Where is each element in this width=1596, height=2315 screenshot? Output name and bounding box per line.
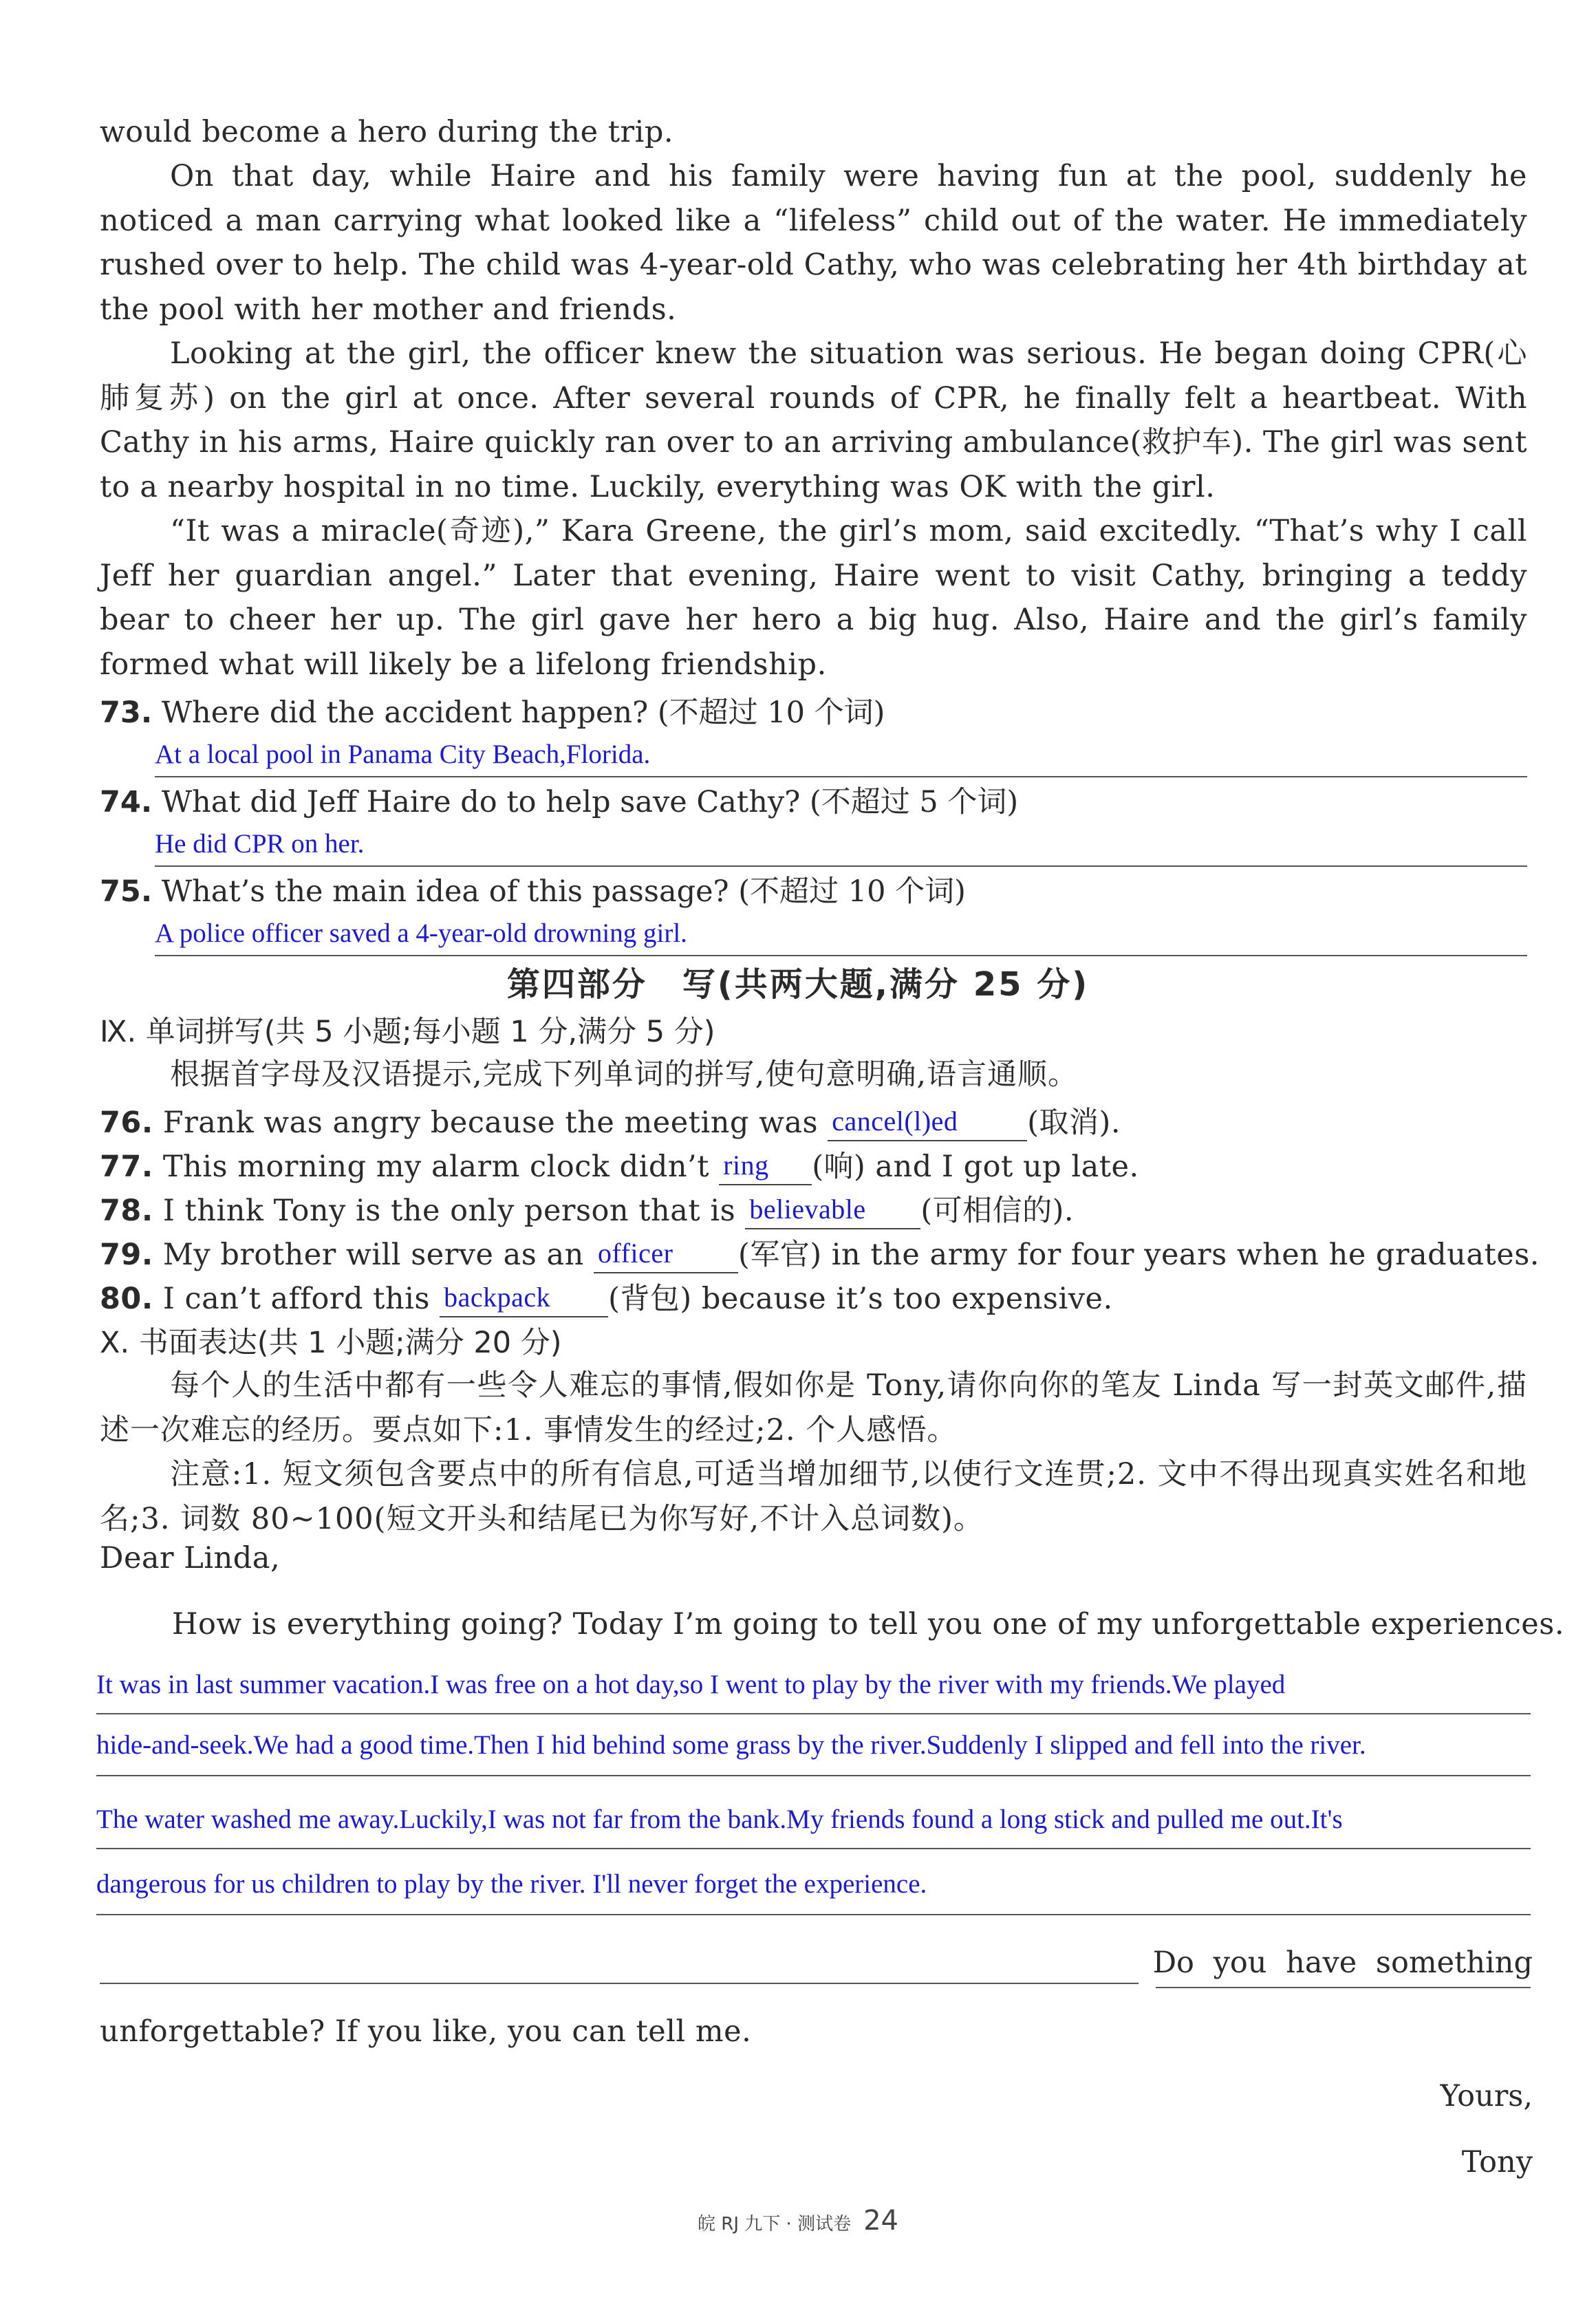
spelling-item-77 [100,1143,1139,1185]
blank-answer: believable [749,1194,866,1225]
letter-closing-b: unforgettable? If you like, you can tell me. [100,2014,752,2049]
question-75 [100,872,966,911]
writing-line [1156,1987,1531,1988]
item-hint: (背包) because it’s too expensive. [608,1282,1113,1316]
passage-paragraph-2: Looking at the girl, the officer knew the situation was serious. He began doing CPR(心肺复苏) on the girl at once. After several rounds of CPR, he finally felt a heartbeat. With Cathy in his arms, Haire quickly ran over to an arriving ambulance(救护车). The girl was sent to a nearby hospital in no time. Luckily, everything was OK with the girl. [100,336,1527,504]
blank-answer: ring [723,1150,769,1181]
writing-line [96,1848,1531,1849]
question-74 [100,783,1018,821]
answer-line [155,955,1527,956]
question-text: What did Jeff Haire do to help save Cathy? (不超过 5 个词) [161,785,1019,819]
writing-line [96,1713,1531,1714]
answer-73: At a local pool in Panama City Beach,Florida. [155,740,651,769]
spelling-item-79 [100,1231,1540,1273]
item-hint: (军官) in the army for four years when he graduates. [738,1238,1540,1272]
writing-line [96,1914,1531,1915]
letter-signature: Tony [1461,2145,1533,2179]
answer-blank [745,1194,920,1229]
writing-line [96,1775,1531,1776]
spelling-title: Ⅸ. 单词拼写(共 5 小题;每小题 1 分,满分 5 分) [100,1015,715,1049]
answer-blank [594,1238,738,1273]
essay-line-3: The water washed me away.Luckily,I was not far from the bank.My friends found a long stick and pulled me out.It's [96,1805,1343,1834]
question-73 [100,693,885,732]
page-number: 24 [863,2205,898,2237]
letter-greeting: Dear Linda, [100,1541,281,1575]
blank-answer: cancel(l)ed [832,1106,958,1137]
item-hint: (取消). [1027,1106,1121,1140]
essay-line-4: dangerous for us children to play by the river. I'll never forget the experience. [96,1869,927,1899]
passage-paragraph-3: “It was a miracle(奇迹),” Kara Greene, the girl’s mom, said excitedly. “That’s why I call Jeff her guardian angel.” Later that evening, Haire went to visit Cathy, bringing a teddy bear to cheer her up. The girl gave her hero a big hug. Also, Haire and the girl’s family formed what will likely be a lifelong friendship. [100,514,1527,682]
blank-answer: officer [598,1238,673,1269]
answer-blank [828,1106,1027,1141]
spelling-instruction: 根据首字母及汉语提示,完成下列单词的拼写,使句意明确,语言通顺。 [170,1057,1079,1092]
passage-paragraph-1: On that day, while Haire and his family were having fun at the pool, suddenly he noticed a man carrying what looked like a “lifeless” child out of the water. He immediately rushed over to help. The child was 4-year-old Cathy, who was celebrating her 4th birthday at the pool with her mother and friends. [100,159,1527,327]
spelling-item-76 [100,1099,1121,1141]
item-text: My brother will serve as an [162,1238,594,1272]
question-number: 73. [100,696,153,730]
item-number: 78. [100,1194,153,1228]
answer-line [155,776,1527,777]
letter-signoff: Yours, [1440,2079,1533,2113]
answer-blank [719,1150,812,1185]
question-text: What’s the main idea of this passage? (不超过 10 个词) [161,874,966,909]
letter-opening: How is everything going? Today I’m going to tell you one of my unforgettable experiences. [172,1607,1564,1641]
writing-title: Ⅹ. 书面表达(共 1 小题;满分 20 分) [100,1326,562,1360]
letter-closing-a: Do you have something [1152,1946,1533,1980]
item-hint: (响) and I got up late. [812,1150,1139,1184]
item-number: 76. [100,1106,153,1140]
section-title: 第四部分 写(共两大题,满分 25 分) [506,965,1090,1004]
writing-line [100,1983,1139,1984]
question-text: Where did the accident happen? (不超过 10 个词) [161,696,885,730]
item-number: 77. [100,1150,153,1184]
passage-paragraph-0: would become a hero during the trip. [100,115,674,149]
essay-line-2: hide-and-seek.We had a good time.Then I hid behind some grass by the river.Suddenly I slipped and fell into the river. [96,1730,1366,1760]
answer-blank [440,1282,608,1317]
essay-line-1: It was in last summer vacation.I was free on a hot day,so I went to play by the river with my friends.We played [96,1670,1286,1699]
item-hint: (可相信的). [920,1194,1075,1228]
writing-prompt: 每个人的生活中都有一些令人难忘的事情,假如你是 Tony,请你向你的笔友 Linda 写一封英文邮件,描述一次难忘的经历。要点如下:1. 事情发生的经过;2. 个人感悟。 [100,1368,1527,1447]
spelling-item-80 [100,1275,1113,1317]
item-number: 79. [100,1238,153,1272]
question-number: 74. [100,785,153,819]
question-number: 75. [100,874,153,909]
item-text: This morning my alarm clock didn’t [162,1150,720,1184]
item-number: 80. [100,1282,153,1316]
footer-label: 皖 RJ 九下 · 测试卷 [698,2214,852,2235]
writing-note: 注意:1. 短文须包含要点中的所有信息,可适当增加细节,以使行文连贯;2. 文中不得出现真实姓名和地名;3. 词数 80~100(短文开头和结尾已为你写好,不计入总词数)。 [100,1457,1527,1536]
blank-answer: backpack [444,1282,551,1313]
answer-74: He did CPR on her. [155,829,365,859]
answer-line [155,865,1527,867]
item-text: I think Tony is the only person that is [162,1194,746,1228]
spelling-item-78 [100,1187,1074,1229]
item-text: I can’t afford this [162,1282,440,1316]
answer-75: A police officer saved a 4-year-old drowning girl. [155,918,687,948]
page-footer [0,2205,1596,2237]
item-text: Frank was angry because the meeting was [162,1106,828,1140]
